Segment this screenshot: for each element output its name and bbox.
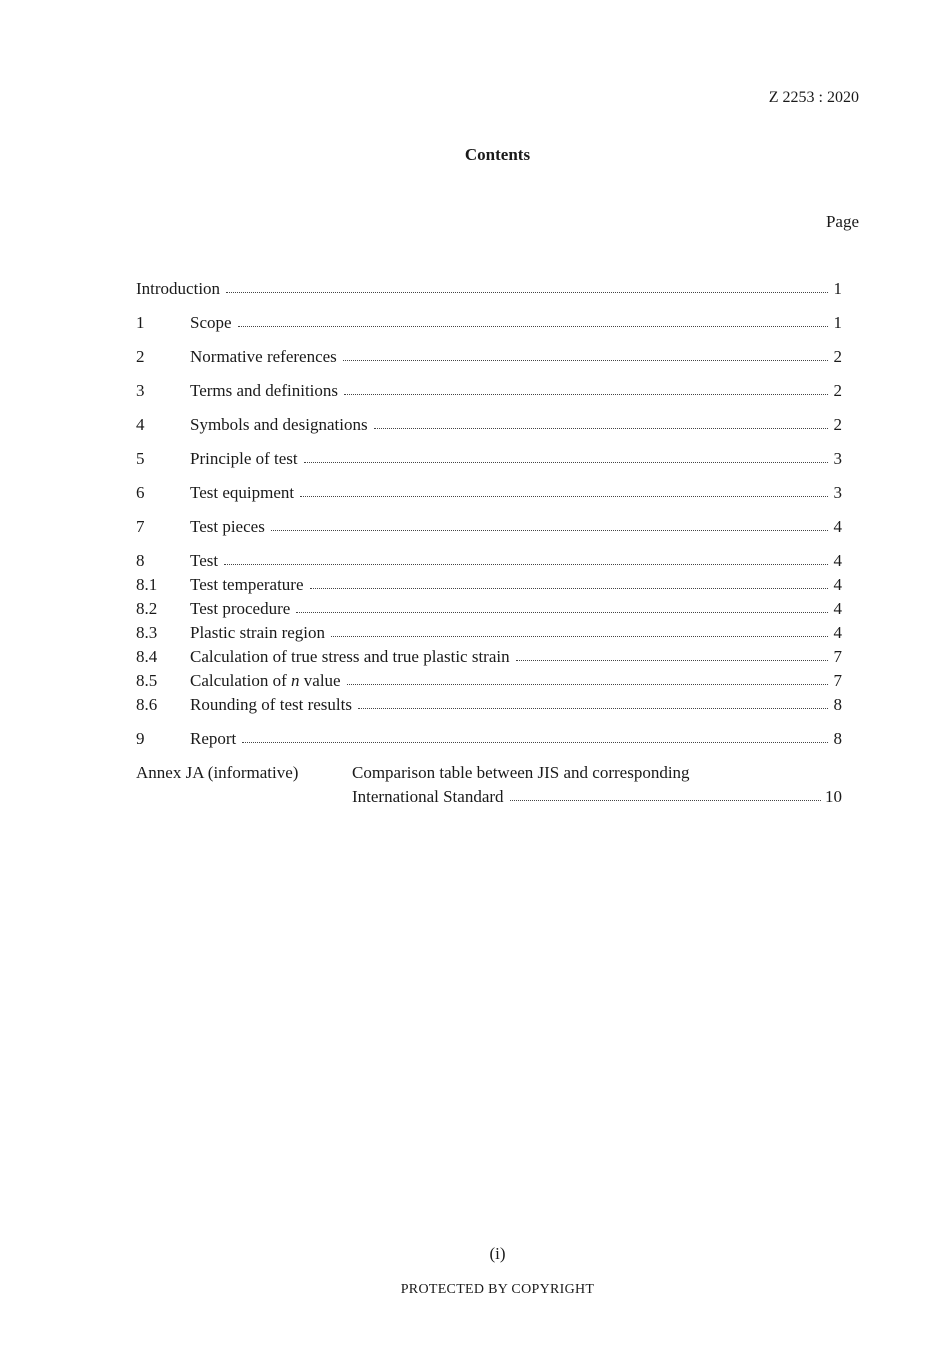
toc-entry-title: Terms and definitions [190,381,339,400]
toc-entry-title: Test equipment [190,483,295,502]
dot-leader [242,742,828,743]
toc-entry-9[interactable] [136,727,842,751]
toc-entry-number: 8.4 [136,647,158,666]
toc-entry-page: 3 [833,483,842,502]
dot-leader [516,660,828,661]
annex-title-line-1: Comparison table between JIS and corresponding [352,763,690,782]
dot-leader [296,612,828,613]
toc-entry-number: 3 [136,381,145,400]
dot-leader [226,292,828,293]
toc-entry-number: 8.1 [136,575,158,594]
toc-entry-page: 4 [833,517,842,536]
toc-entry-page: 2 [833,381,842,400]
toc-entry-8-6[interactable] [136,693,842,717]
dot-leader [343,360,828,361]
annex-title-block [352,761,842,809]
title-prefix: Calculation of [190,671,292,690]
page-number: (i) [489,1244,506,1263]
contents-title: Contents [464,145,531,164]
toc-entry-title: Rounding of test results [190,695,352,714]
toc-entry-introduction[interactable] [136,277,842,301]
toc-entry-number: 4 [136,415,145,434]
toc-entry-title: Introduction [136,279,221,298]
toc-entry-number: 9 [136,729,145,748]
toc-entry-title: Calculation of true stress and true plastic strain [190,647,510,666]
toc-entry-page: 4 [833,551,842,570]
dot-leader [300,496,828,497]
document-id: Z 2253 : 2020 [768,89,859,106]
toc-entry-page: 2 [833,347,842,366]
toc-entry-number: 7 [136,517,145,536]
toc-entry-8-5[interactable] [136,669,842,693]
toc-entry-page: 3 [833,449,842,468]
annex-title-line-2-row [352,785,842,809]
toc-entry-title: Test pieces [190,517,265,536]
table-of-contents [136,277,842,809]
toc-entry-title: Scope [190,313,232,332]
dot-leader [347,684,828,685]
toc-entry-number: 2 [136,347,145,366]
toc-entry-3[interactable] [136,379,842,403]
dot-leader [344,394,828,395]
dot-leader [224,564,828,565]
toc-entry-8[interactable] [136,549,842,573]
toc-entry-page: 8 [833,729,842,748]
dot-leader [304,462,828,463]
toc-entry-title: Test procedure [190,599,291,618]
toc-entry-title: Normative references [190,347,337,366]
toc-entry-8-4[interactable] [136,645,842,669]
toc-entry-title [190,669,347,693]
dot-leader [331,636,828,637]
toc-entry-title: Symbols and designations [190,415,368,434]
dot-leader [271,530,828,531]
toc-entry-number: 8.2 [136,599,158,618]
annex-label: Annex JA (informative) [136,763,299,782]
toc-entry-page: 4 [833,575,842,594]
toc-entry-page: 1 [833,279,842,298]
toc-entry-page: 4 [833,599,842,618]
annex-title-line-2: International Standard [352,787,504,806]
toc-entry-title: Test temperature [190,575,304,594]
toc-entry-2[interactable] [136,345,842,369]
toc-entry-page: 7 [833,671,842,690]
toc-entry-number: 8.6 [136,695,158,714]
toc-entry-annex-ja[interactable] [136,761,842,809]
toc-entry-8-1[interactable] [136,573,842,597]
toc-entry-8-3[interactable] [136,621,842,645]
toc-entry-1[interactable] [136,311,842,335]
toc-entry-page: 7 [833,647,842,666]
toc-entry-title: Plastic strain region [190,623,326,642]
title-suffix: value [299,671,341,690]
toc-entry-number: 8 [136,551,145,570]
title-italic-variable: n [291,671,300,690]
toc-entry-page: 8 [833,695,842,714]
toc-entry-page: 2 [833,415,842,434]
dot-leader [374,428,828,429]
toc-entry-number: 6 [136,483,145,502]
toc-entry-8-2[interactable] [136,597,842,621]
toc-entry-page: 10 [825,787,842,806]
toc-entry-number: 8.5 [136,671,158,690]
dot-leader [238,326,828,327]
toc-entry-title: Principle of test [190,449,298,468]
dot-leader [510,800,821,801]
toc-entry-number: 8.3 [136,623,158,642]
dot-leader [358,708,828,709]
toc-entry-page: 1 [833,313,842,332]
copyright-notice: PROTECTED BY COPYRIGHT [400,1282,595,1297]
toc-entry-title: Test [190,551,219,570]
toc-entry-title: Report [190,729,237,748]
toc-entry-number: 5 [136,449,145,468]
toc-entry-5[interactable] [136,447,842,471]
toc-entry-page: 4 [833,623,842,642]
dot-leader [310,588,828,589]
toc-entry-7[interactable] [136,515,842,539]
toc-entry-4[interactable] [136,413,842,437]
toc-entry-6[interactable] [136,481,842,505]
toc-entry-number: 1 [136,313,145,332]
page-column-heading: Page [825,212,859,231]
